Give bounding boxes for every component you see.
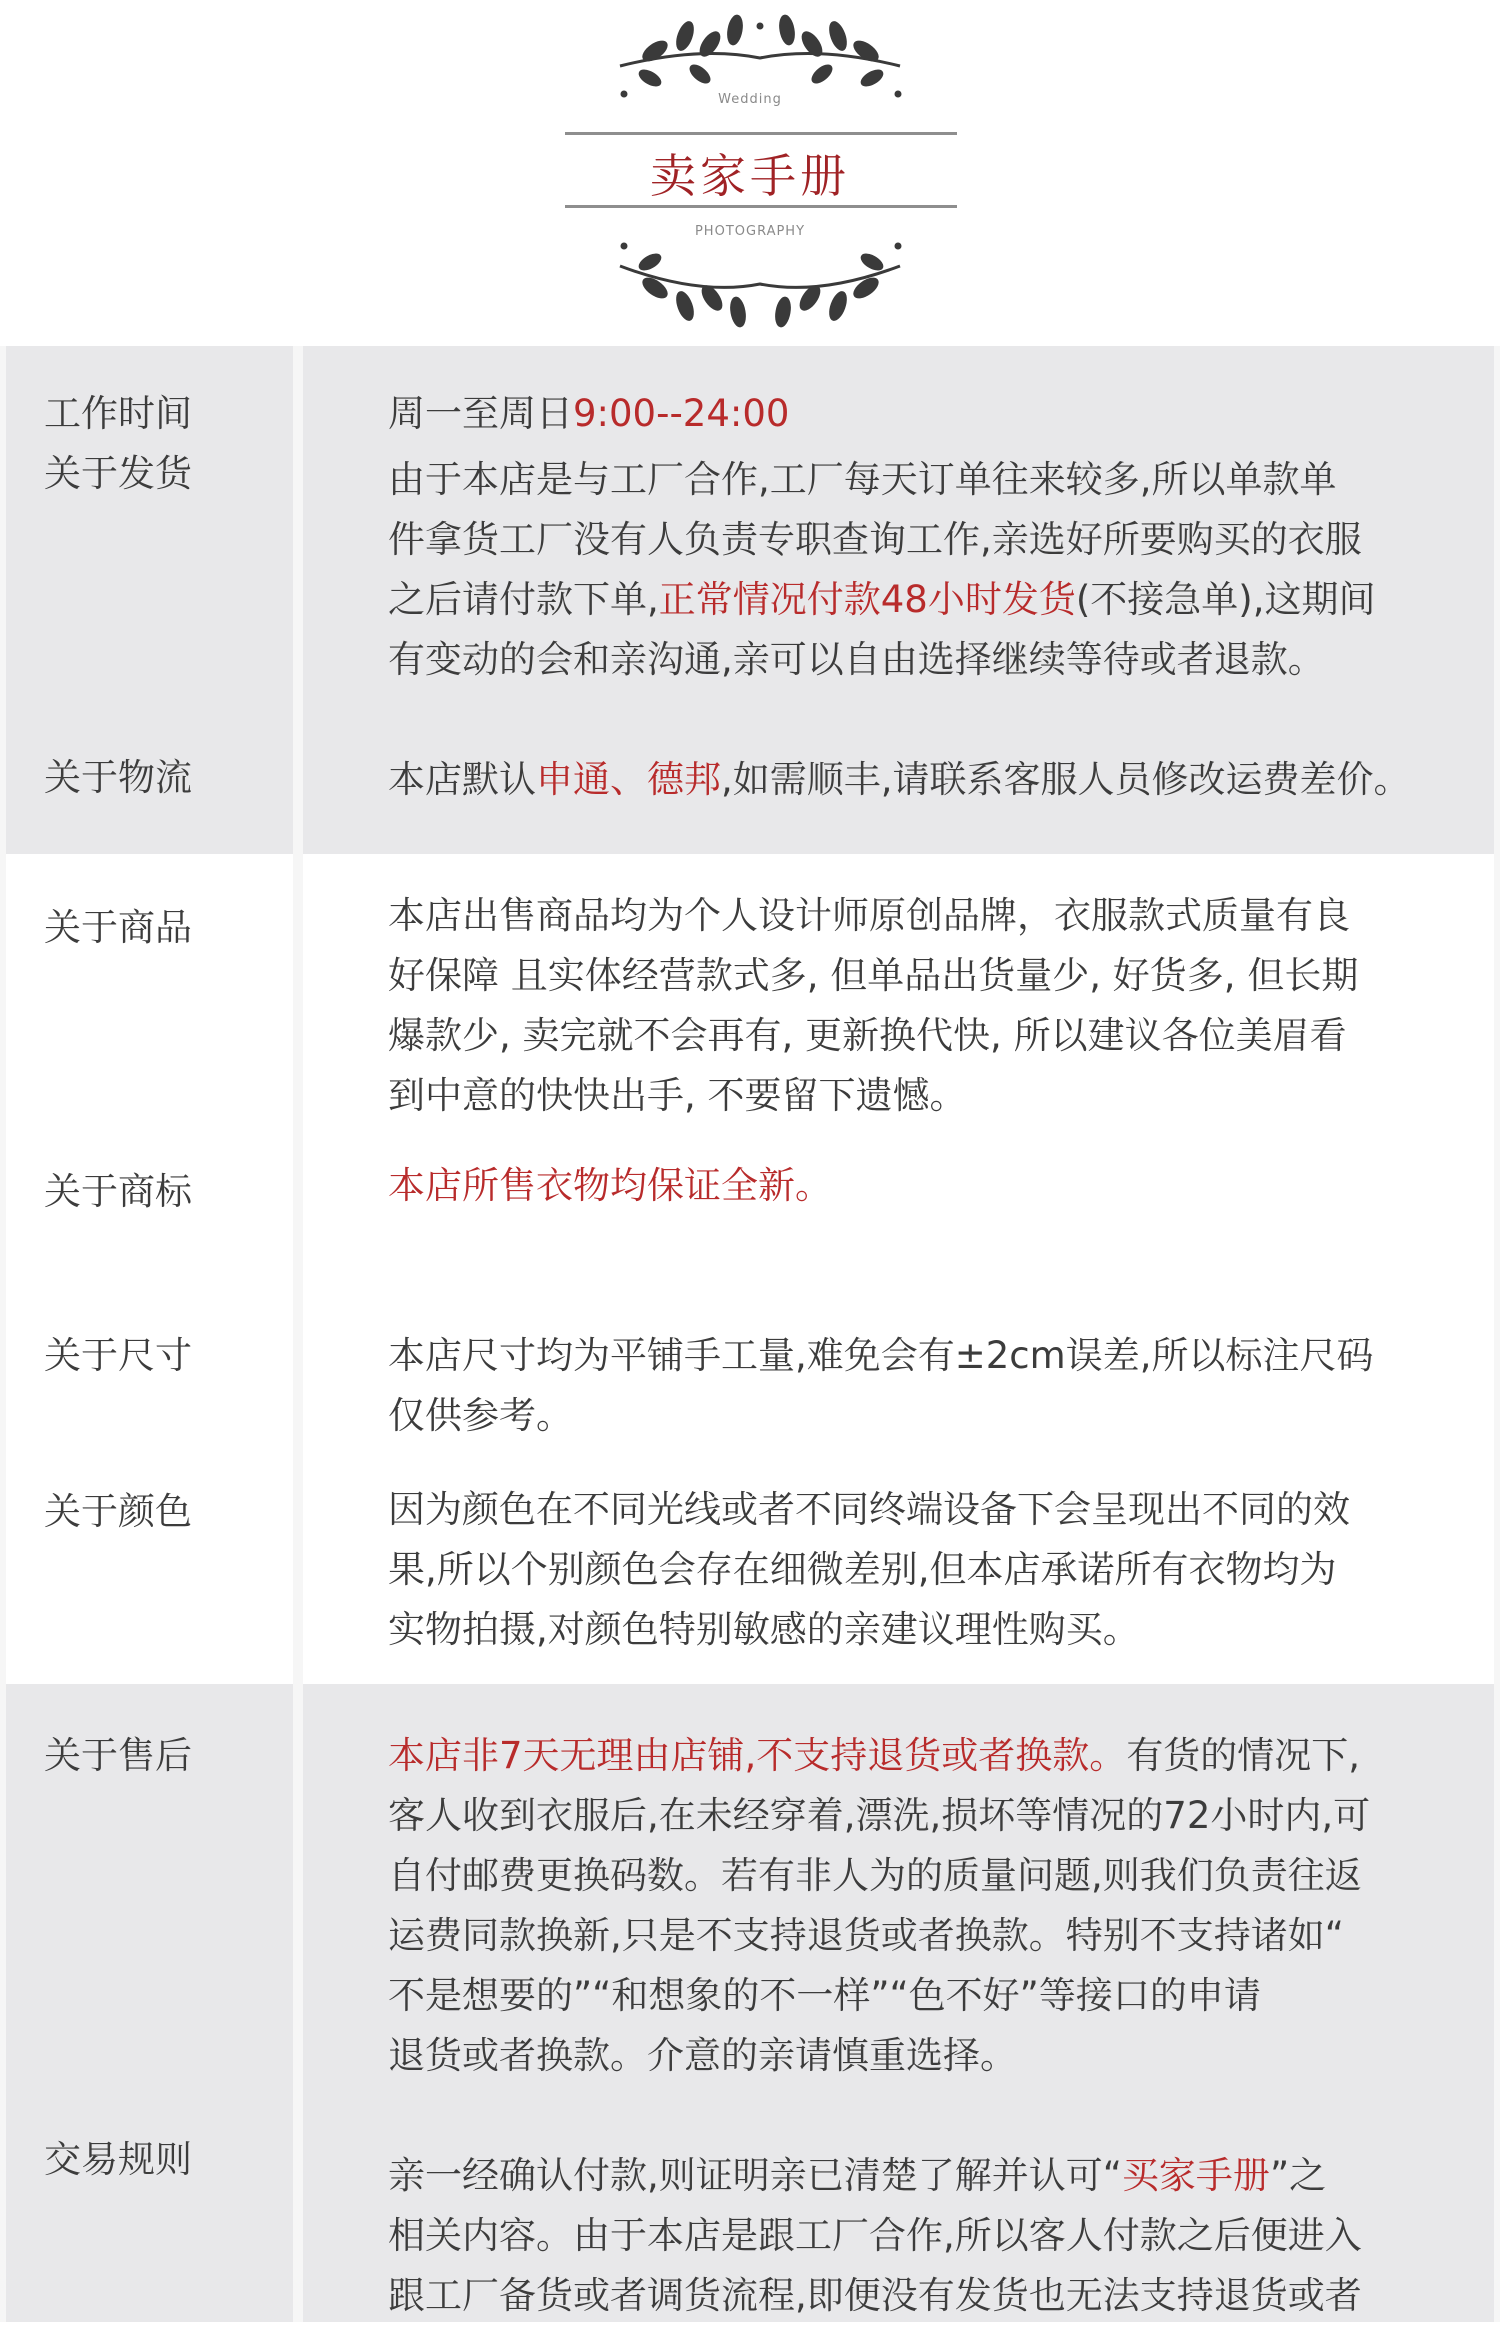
shipping-highlight: 正常情况付款48小时发货 [658, 578, 1076, 621]
after-sales-line-2: 客人收到衣服后,在未经穿着,漂洗,损坏等情况的72小时内,可 [388, 1794, 1371, 1837]
top-rule [565, 132, 957, 135]
work-hours-days: 周一至周日 [388, 392, 573, 435]
trade-rules-line-3: 跟工厂备货或者调货流程,即便没有发货也无法支持退货或者 [388, 2274, 1362, 2317]
bottom-rule [565, 205, 957, 208]
label-size: 关于尺寸 [44, 1334, 192, 1377]
color-line-1: 因为颜色在不同光线或者不同终端设备下会呈现出不同的效 [388, 1488, 1350, 1531]
shipping-line-1: 由于本店是与工厂合作,工厂每天订单往来较多,所以单款单 [388, 458, 1337, 501]
column-divider [293, 346, 303, 2322]
trade-rules-line-1c: ”之 [1269, 2154, 1327, 2197]
goods-line-3: 爆款少, 卖完就不会再有, 更新换代快, 所以建议各位美眉看 [388, 1014, 1347, 1057]
trade-rules-line-2: 相关内容。由于本店是跟工厂合作,所以客人付款之后便进入 [388, 2214, 1362, 2257]
shipping-line-2: 件拿货工厂没有人负责专职查询工作,亲选好所要购买的衣服 [388, 518, 1362, 561]
work-hours-text [388, 384, 1488, 444]
work-hours-time: 9:00--24:00 [573, 392, 790, 435]
size-line-1: 本店尺寸均为平铺手工量,难免会有±2cm误差,所以标注尺码 [388, 1334, 1374, 1377]
after-sales-line-1 [388, 1726, 1488, 1786]
goods-text [388, 886, 1488, 1126]
color-text [388, 1480, 1488, 1660]
label-trademark: 关于商标 [44, 1170, 192, 1213]
trade-rules-line-1 [388, 2146, 1488, 2206]
logistics-text [388, 750, 1498, 810]
label-trade-rules: 交易规则 [44, 2138, 192, 2181]
after-sales-policy: 本店非7天无理由店铺,不支持退货或者换款。 [388, 1734, 1127, 1777]
logistics-carriers: 申通、德邦 [536, 758, 721, 801]
leaf-wreath-bottom-icon [0, 226, 1500, 336]
after-sales-line-6: 退货或者换款。介意的亲请慎重选择。 [388, 2034, 1017, 2077]
after-sales-line-4: 运费同款换新,只是不支持退货或者换款。特别不支持诸如“ [388, 1914, 1344, 1957]
color-line-2: 果,所以个别颜色会存在细微差别,但本店承诺所有衣物均为 [388, 1548, 1337, 1591]
after-sales-line-5: 不是想要的”“和想象的不一样”“色不好”等接口的申请 [388, 1974, 1261, 2017]
left-edge [0, 346, 6, 2322]
wedding-caption: Wedding [718, 92, 782, 107]
logistics-text-c: ,如需顺丰,请联系客服人员修改运费差价。 [721, 758, 1411, 801]
label-color: 关于颜色 [44, 1490, 192, 1533]
color-line-3: 实物拍摄,对颜色特别敏感的亲建议理性购买。 [388, 1608, 1140, 1651]
label-goods: 关于商品 [44, 906, 192, 949]
right-edge [1494, 346, 1500, 2322]
label-after-sales: 关于售后 [44, 1734, 192, 1777]
shipping-text [388, 450, 1488, 690]
trademark-text: 本店所售衣物均保证全新。 [388, 1164, 832, 1207]
size-line-2: 仅供参考。 [388, 1394, 573, 1437]
trade-rules-text [388, 2146, 1488, 2326]
shipping-line-3a: 之后请付款下单, [388, 578, 659, 621]
after-sales-line-1b: 有货的情况下, [1126, 1734, 1361, 1777]
after-sales-text [388, 1726, 1488, 2086]
size-text [388, 1326, 1488, 1446]
buyer-manual-link: 买家手册 [1121, 2154, 1270, 2197]
shipping-line-4: 有变动的会和亲沟通,亲可以自由选择继续等待或者退款。 [388, 638, 1325, 681]
header [0, 0, 1500, 346]
shipping-line-3 [388, 570, 1488, 630]
goods-line-1: 本店出售商品均为个人设计师原创品牌，衣服款式质量有良 [388, 894, 1350, 937]
label-logistics: 关于物流 [44, 756, 192, 799]
page-title: 卖家手册 [650, 149, 850, 203]
trade-rules-line-1a: 亲一经确认付款,则证明亲已清楚了解并认可“ [388, 2154, 1122, 2197]
goods-line-2: 好保障 且实体经营款式多, 但单品出货量少, 好货多, 但长期 [388, 954, 1359, 997]
goods-line-4: 到中意的快快出手, 不要留下遗憾。 [388, 1074, 967, 1117]
logistics-text-a: 本店默认 [388, 758, 536, 801]
photography-caption: PHOTOGRAPHY [694, 224, 806, 239]
after-sales-line-3: 自付邮费更换码数。若有非人为的质量问题,则我们负责往返 [388, 1854, 1362, 1897]
label-work-hours: 工作时间 [44, 392, 192, 435]
label-shipping: 关于发货 [44, 452, 192, 495]
shipping-line-3c: (不接急单),这期间 [1075, 578, 1376, 621]
